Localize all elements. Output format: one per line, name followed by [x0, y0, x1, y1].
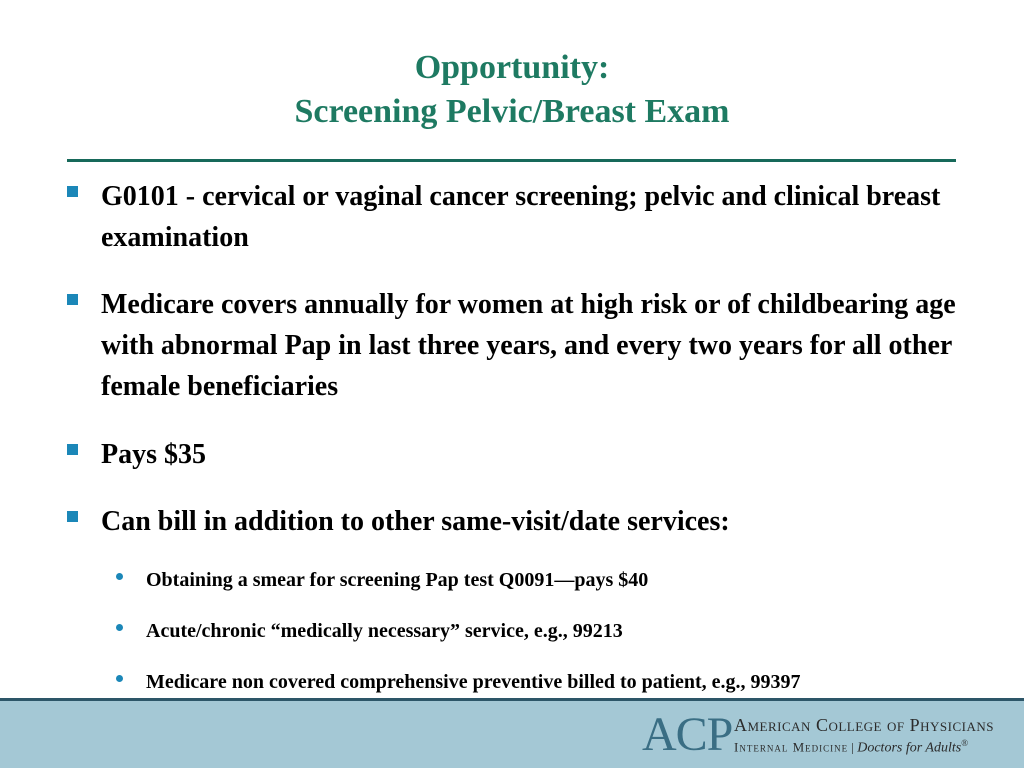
sub-bullet-item: Acute/chronic “medically necessary” service, e.g., 99213	[146, 620, 623, 642]
sub-bullet-item: Medicare non covered comprehensive preventive billed to patient, e.g., 99397	[146, 671, 801, 693]
acp-logo: ACP	[642, 708, 733, 761]
bullet-item: Medicare covers annually for women at high risk or of childbearing age with abnormal Pap in last three years, and every two years for all other female beneficiaries	[101, 289, 956, 402]
square-bullet-icon	[67, 444, 78, 455]
round-bullet-icon	[116, 573, 123, 580]
slide-title-line-2: Screening Pelvic/Breast Exam	[294, 93, 730, 130]
tagline-separator: |	[851, 739, 854, 755]
footer-bar	[0, 698, 1024, 768]
bullet-item: Pays $35	[101, 439, 206, 470]
title-divider	[67, 159, 956, 162]
square-bullet-icon	[67, 511, 78, 522]
square-bullet-icon	[67, 186, 78, 197]
sub-bullet-item: Obtaining a smear for screening Pap test Q0091—pays $40	[146, 569, 649, 591]
tagline-internal-medicine: Internal Medicine	[734, 739, 849, 755]
round-bullet-icon	[116, 624, 123, 631]
bullet-item: G0101 - cervical or vaginal cancer screening; pelvic and clinical breast examination	[101, 181, 941, 253]
registered-mark: ®	[961, 738, 969, 748]
slide-title-line-1: Opportunity:	[414, 49, 610, 86]
tagline-doctors-for-adults: Doctors for Adults	[857, 740, 962, 756]
organization-tagline	[734, 738, 968, 756]
bullet-item: Can bill in addition to other same-visit/date services:	[101, 506, 730, 537]
square-bullet-icon	[67, 294, 78, 305]
slide-title	[0, 46, 1024, 134]
round-bullet-icon	[116, 675, 123, 682]
organization-name: American College of Physicians	[734, 715, 994, 735]
